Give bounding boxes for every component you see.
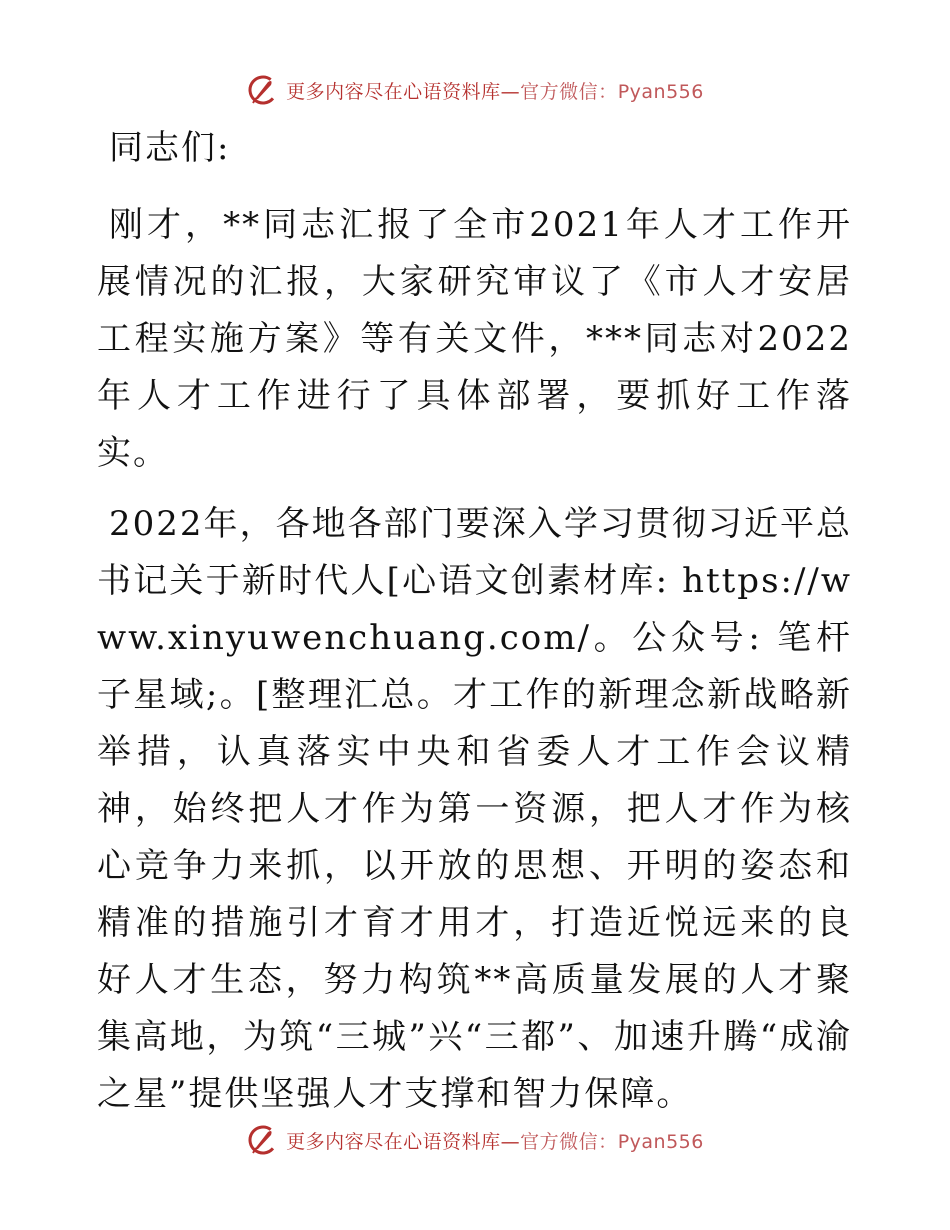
quill-pen-logo-icon	[246, 73, 280, 107]
header-separator: —	[500, 80, 521, 103]
header-wechat-id: Pyan556	[617, 80, 704, 103]
document-body	[97, 120, 852, 1137]
footer-wechat-id: Pyan556	[617, 1130, 704, 1153]
footer-banner	[0, 1120, 950, 1160]
header-wechat-label: 官方微信：	[520, 80, 618, 103]
header-site-name: 更多内容尽在心语资料库	[286, 80, 501, 103]
paragraph-2: 2022年，各地各部门要深入学习贯彻习近平总书记关于新时代人[心语文创素材库: https://www.xinyuwenchuang.com/。公众号: 笔杆子星域;。[整理汇总。才工作的新理念新战略新举措，认真落实中央和省委人才工作会议精神，始终把人才作为第一资源，把人才作为核心竞争力来抓，以开放的思想、开明的姿态和精准的措施引才育才用才，打造近悦远来的良好人才生态，努力构筑**高质量发展的人才聚集高地，为筑“三城”兴“三都”、加速升腾“成渝之星”提供坚强人才支撑和智力保障。	[97, 504, 852, 1114]
footer-site-name: 更多内容尽在心语资料库	[286, 1130, 501, 1153]
paragraph-1: 刚才，**同志汇报了全市2021年人才工作开展情况的汇报，大家研究审议了《市人才安居工程实施方案》等有关文件，***同志对2022年人才工作进行了具体部署，要抓好工作落实。	[97, 205, 852, 473]
salutation: 同志们:	[109, 128, 231, 168]
header-banner	[0, 70, 950, 110]
footer-wechat-label: 官方微信：	[520, 1130, 618, 1153]
footer-separator: —	[500, 1130, 521, 1153]
quill-pen-logo-icon	[246, 1123, 280, 1157]
footer-banner-text	[286, 1127, 704, 1154]
header-banner-text	[286, 77, 704, 104]
